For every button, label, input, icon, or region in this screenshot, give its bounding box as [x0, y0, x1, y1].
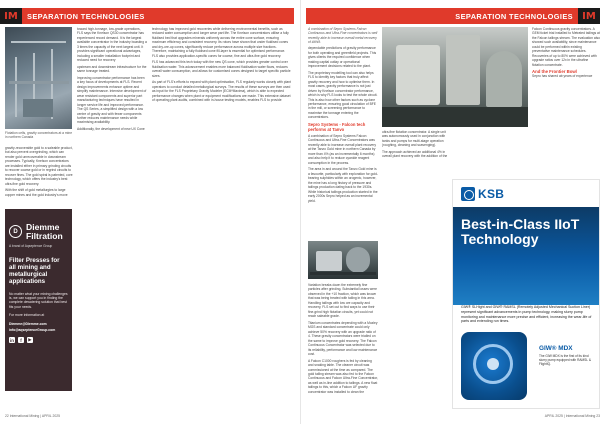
brand-tagline: A brand of Aqseptence Group [9, 244, 53, 249]
facebook-icon[interactable]: f [18, 337, 24, 343]
paragraph: The proprietary modelling tool can also helps FLS to identify key factors that truly affect gravity recovery and how to optimise them. In most cases, gravity performance is not just driven by Knelson concentrator performance, which is why FLS looks to test the whole circuit. This is also how other factors such as cyclone performance, ensuring good circulation of BFE in the mill, or screening performance to maximise the tonnage entering the concentrators. [308, 70, 378, 120]
paragraph: Titanium concentrates depending with a Mozley MGS and standard concentrate could only achieve 50% recovery with an upgrade ratio of 4. These gravity concentrators were trialled on the same to improve gold recovery. The Falcon Continuous Concentrator was selected due to its reliability, performance and low maintenance cost. [308, 320, 378, 356]
email-link[interactable]: Diemme@Diemme.com [9, 321, 47, 326]
right-col1-cont [308, 283, 378, 396]
right-header [306, 8, 600, 24]
ad-body: GIW® SLHight and GIW® RAMSL (Remotely Adjusted Mechanical Suction Liner) represent significant advancements in pump technology, making slurry pump monitoring and maintenance more precise and efficient, increasing the wear-life of parts and extending run times. [461, 305, 592, 324]
paragraph: Variation breaks down the extremely fine particles after grinding. Substantial losses were observed in the +10 fraction, which was known that was being treated with tailing in this area. Handling tailings with low ore capacity and recovery, FLS set out to find ways to use their fine-grind high flotation circuits, yet could not reach saleable grade. [308, 283, 377, 319]
diemme-logo [5, 209, 72, 244]
im-logo: IM [578, 8, 600, 24]
mine-photo [5, 27, 72, 129]
youtube-icon[interactable]: ▶ [28, 337, 32, 343]
ad-headline: Best-in-Class IIoT Technology [461, 216, 580, 247]
left-col1 [5, 146, 73, 199]
falcon-photo [382, 27, 528, 127]
social-links [5, 334, 72, 346]
paragraph: toward high-tonnage, low-grade operations, FLS says the Knelson QS30 concentrator has experienced record demand. It is the largest available concentrator in the industry boasting a 3 times the capacity of the next largest unit. It provides significant operational advantages, including a smaller installation footprint and reduced need for recovery [77, 27, 147, 63]
left-col2 [77, 27, 147, 134]
image-caption: A combination of Sepro Systems Falcon Continuous and Ultra-Fine concentrators is well recently able to increase overall metal recovery of 4kW/t. [308, 27, 378, 44]
ad-headline: Filter Presses for all mining and metallurgical applications [9, 257, 60, 285]
paragraph: As part of FLS's efforts to expand with plant optimisation, FLS regularly works closely with plant operators to conduct detailed metallurgical surveys. The results of these surveys are then used as input for the FLS Proprietary Gravity Modeler (ECM*Maxima), which is able to expected performance changes when plant or equipment modifications are made. This extensive dataset of operating plant audits, combined with in-house testing models, enables FLS to provide [152, 80, 291, 103]
paragraph: dependable predictions of gravity performance for both operating and greenfield projects. This gives clients the required confidence when making capital outlay or operational improvement decisions related to the plant. [308, 46, 377, 69]
product-description: The GIW MDX is the first of its kind slurry pump equipped with RAMSL & FlightIQ. [539, 354, 591, 367]
section-title: SEPARATION TECHNOLOGIES [27, 11, 145, 21]
paragraph: upstream and downstream infrastructure for the same tonnage treated. [77, 64, 147, 74]
ksb-hero [453, 207, 600, 305]
paragraph: A Falcon C1000 roughers is fed by cleaning and snaking table. The cleaner circuit was commissioned at the time as compared. The gold tailing stream was also fed to the Falcon Continuous and Falcon Ultra-Fine Concentrator, as well as in-line addition to tailings. A new float tailings to this, which a Falcon UF gravity concentrator was installed to clean the [308, 358, 379, 394]
paragraph: Improving concentrator performance has been a key focus of developments at FLS. Recent design improvements enhance uptime and simplify maintenance. Intensive development of wear resistant components and superior part manufacturing techniques have resulted in longer service life and improved performance. The QS Series, a simplified design with a low centre of gravity and with fewer components further reduces maintenance needs while maximising availability. [77, 75, 147, 125]
page-gutter [300, 0, 301, 424]
sub-heading: And the Frontier Bowl [532, 69, 577, 75]
page-footer: 22 International Mining | APRIL 2025 [5, 414, 61, 418]
right-col3 [532, 27, 600, 81]
left-header [0, 8, 294, 24]
brand-name-1: Diemme [26, 222, 60, 232]
paragraph: ultra-fine flotation concentrator. A single unit was autonomously used in conjunction with tanks and pumps for multi-stage operation (roughing, cleaning and scavenging). [382, 130, 446, 148]
right-page [306, 8, 600, 418]
right-col2 [382, 130, 452, 161]
right-col1 [308, 27, 378, 205]
photo-caption: Flotation cells, gravity concentrators at a mine in northern Canada [5, 131, 73, 140]
sub-heading: Sepro Systems - Falcon tech performs at Tanvo [308, 122, 366, 132]
paragraph: With the shift of gold metallurgies to large copper mines and the gold industry's move [5, 188, 68, 197]
diemme-ad[interactable] [5, 209, 72, 391]
ksb-ad[interactable] [452, 179, 600, 409]
linkedin-icon[interactable]: in [10, 337, 14, 343]
product-name: GIW® MDX [539, 345, 573, 352]
section-title: SEPARATION TECHNOLOGIES [455, 11, 573, 21]
paragraph: technology has improved gold recoveries while delivering environmental benefits, such as reduced water consumption and longer wear part life. The Knelson concentrators utilise a fully fluidised bed that upgrades minerals uniformly across the entire cone surface, ensuring maximum efficiency and consistent recovery. Its rotors have shown that under fluidised cones and dry-ore-up cones, significantly reduce performance across multiple size fractions. Therefore, maintaining a fully fluidised cone fill-layer is essential for optimised performance. FLS also provides application-specific cones for coarse, fine and ultra-fine gold recovery. [152, 27, 289, 58]
paragraph: Additionally, the development of new UX Cone [77, 127, 145, 132]
paragraph: The area in and around the Tanzo Gold mine is a favourite, particularly with exploration for gold-bearing sulphides within an orogenic, however, the mine has a long history of pressure and tailings production dating back to the 1930s. While historical tailings production started in the early 2000s Sepro helped as an incremental yield. [308, 167, 379, 203]
ksb-logo-icon [461, 187, 475, 201]
ksb-brand: KSB [478, 186, 505, 201]
left-page [0, 8, 294, 418]
brand-name-2: Filtration [26, 230, 63, 241]
diemme-logo-icon: D [9, 225, 22, 238]
paragraph: FLS has advanced this tech today with the new QS cone, which provides greater control over fluidisation water. This advancement enables more balanced fluidisation water flows, reduces overall water consumption, and allows for customised cones designed to target specific particle sizes. [152, 60, 291, 78]
ad-body: No matter what your mining challenges is, we can support you in finding the complete dewatering solution that best fits your needs. [9, 291, 68, 309]
paragraph: The approach achieved an additional 4% in overall plant recovery with the addition of the [382, 150, 448, 159]
paragraph: gravity-recoverable gold to a saleable product, but also prevent overgrinding, which can render gold unrecoverable in downstream processes. Typically, Knelson concentrators are installed either in primary grinding circuits to recover coarse gold or in regrind circuits to recover fines. The gold spiral is patented, core technology, which offers the industry's best ultra-fine gold recovery. [5, 146, 73, 186]
paragraph: A combination of Sepro Systems Falcon Continuous and Ultra-Fine Concentrators was recently able to increase overall plant recovery at the Tanzo Gold mine in northern Canada by more than 4% (as an incrementally 6 months) and also help it to reduce cyanide reagent consumption in the process. [308, 134, 376, 165]
pump-image [461, 332, 527, 400]
page-footer: APRIL 2025 | International Mining 23 [544, 414, 600, 418]
plant-photo [308, 241, 378, 279]
paragraph: Sepro has shared ab years of experience [532, 74, 593, 79]
im-logo: IM [0, 8, 22, 24]
left-col3 [152, 27, 292, 105]
ksb-logo [453, 180, 599, 207]
paragraph: Falcon Continuous gravity concentrators. A GEM ticket trial installed to Metrated tailings at the Falcon tailings stream. The evaluation also showed such availability, since maintenance could be performed within existing preventative maintenance schedules. Recoveries of up to 80% were achieved with upgrade ratios over 12x in the ultrafine flotation concentrate. [532, 27, 600, 67]
email-link[interactable]: info@aqseptenceGroup.com [9, 328, 56, 333]
contact-label: For more information at [9, 313, 45, 318]
